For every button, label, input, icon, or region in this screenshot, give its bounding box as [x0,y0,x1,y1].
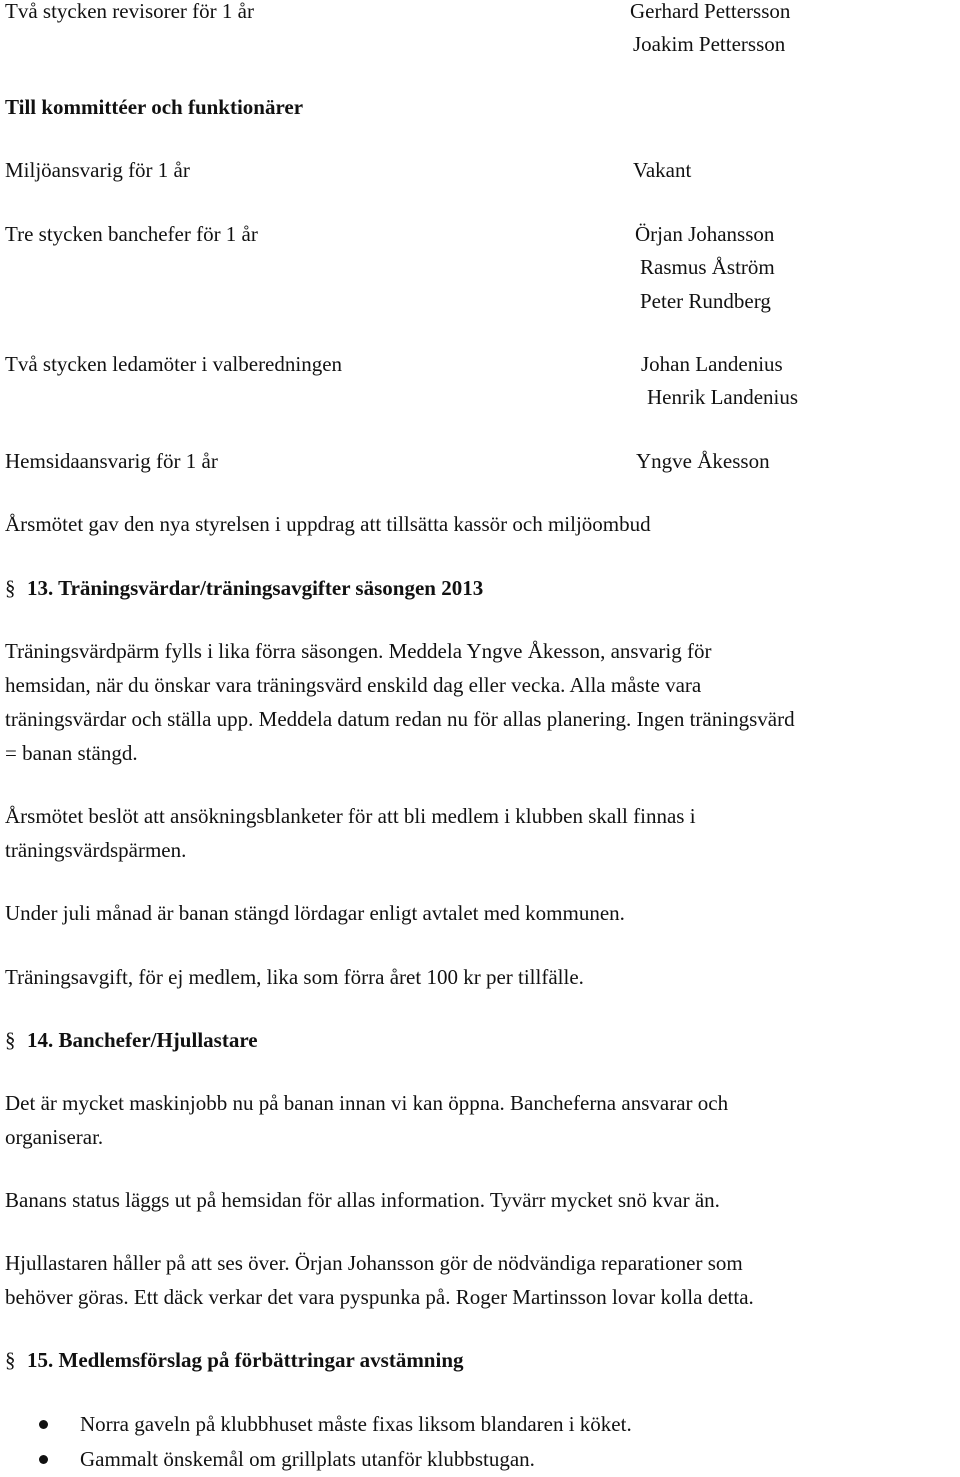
paragraph-line: Träningsavgift, för ej medlem, lika som förra året 100 kr per tillfälle. [5,965,584,989]
paragraph-line: Det är mycket maskinjobb nu på banan innan vi kan öppna. Bancheferna ansvarar och [5,1091,729,1115]
role-name: Johan Landenius [641,352,783,376]
role-label-auditors: Två stycken revisorer för 1 år [5,0,254,23]
list-item [0,1407,632,1442]
paragraph-line: Träningsvärdpärm fylls i lika förra säsongen. Meddela Yngve Åkesson, ansvarig för [5,639,712,663]
section-number: 15. [27,1348,54,1372]
paragraph-line: träningsvärdar och ställa upp. Meddela datum redan nu för allas planering. Ingen träningsvärd [5,707,795,731]
role-name: Henrik Landenius [647,385,799,409]
paragraph-line: träningsvärdspärmen. [5,838,187,862]
role-name: Joakim Pettersson [633,32,786,56]
bullet-list [0,1407,632,1477]
section-title: Banchefer/Hjullastare [58,1028,258,1052]
paragraph-line: Årsmötet beslöt att ansökningsblanketer för att bli medlem i klubben skall finnas i [5,804,696,828]
section-number: 14. [27,1028,54,1052]
paragraph-line: Under juli månad är banan stängd lördagar enligt avtalet med kommunen. [5,901,625,925]
section-title: Träningsvärdar/träningsavgifter säsongen 2013 [58,576,484,600]
paragraph-line: hemsidan, när du önskar vara träningsvärd enskild dag eller vecka. Alla måste vara [5,673,702,697]
bullet-icon [39,1420,48,1429]
role-label-environment: Miljöansvarig för 1 år [5,158,190,182]
section-heading-14 [5,1023,258,1057]
paragraph-line: = banan stängd. [5,741,138,765]
role-name: Rasmus Åström [640,255,775,279]
role-name: Vakant [633,158,692,182]
paragraph-line: Hjullastaren håller på att ses över. Örjan Johansson gör de nödvändiga reparationer som [5,1251,743,1275]
role-label-nomination: Två stycken ledamöter i valberedningen [5,352,343,376]
list-item-text: Gammalt önskemål om grillplats utanför klubbstugan. [80,1447,535,1471]
role-label-track-managers: Tre stycken banchefer för 1 år [5,222,258,246]
bullet-icon [39,1455,48,1464]
section-symbol: § [5,576,16,600]
paragraph-line: Banans status läggs ut på hemsidan för allas information. Tyvärr mycket snö kvar än. [5,1188,720,1212]
role-label-website: Hemsidaansvarig för 1 år [5,449,218,473]
section-number: 13. [27,576,54,600]
role-name: Örjan Johansson [635,222,775,246]
section-symbol: § [5,1028,16,1052]
paragraph-line: behöver göras. Ett däck verkar det vara pyspunka på. Roger Martinsson lovar kolla detta. [5,1285,754,1309]
assign-note: Årsmötet gav den nya styrelsen i uppdrag att tillsätta kassör och miljöombud [5,512,651,536]
role-name: Gerhard Pettersson [630,0,791,23]
list-item-text: Norra gaveln på klubbhuset måste fixas liksom blandaren i köket. [80,1412,632,1436]
section-heading-15 [5,1343,464,1377]
paragraph-line: organiserar. [5,1125,104,1149]
section-symbol: § [5,1348,16,1372]
list-item [0,1442,632,1477]
role-name: Yngve Åkesson [636,449,770,473]
committees-heading: Till kommittéer och funktionärer [5,95,304,119]
role-name: Peter Rundberg [640,289,771,313]
section-heading-13 [5,571,483,605]
section-title: Medlemsförslag på förbättringar avstämning [58,1348,464,1372]
